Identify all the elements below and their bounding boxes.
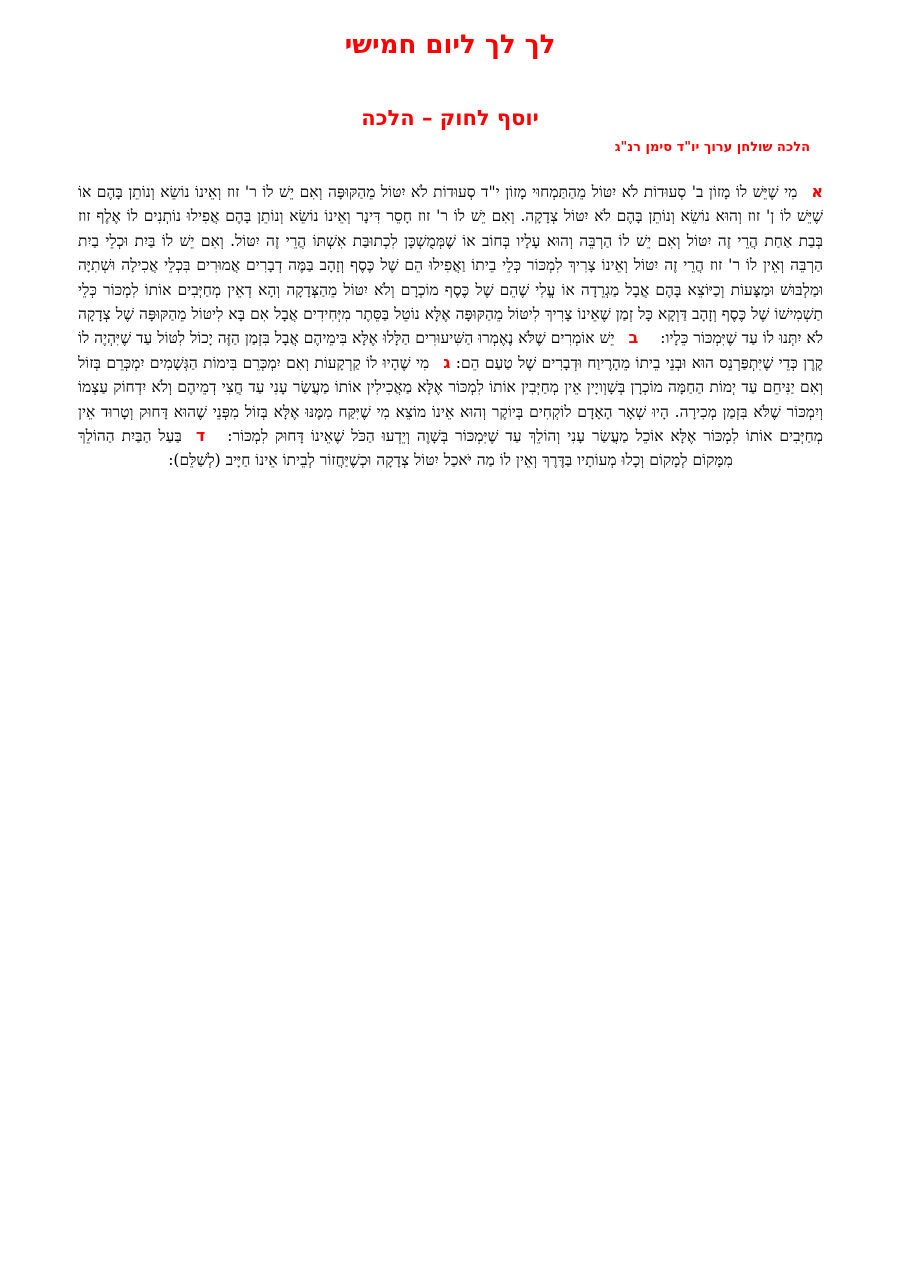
halacha-body-text [78, 180, 823, 473]
seif-letter-3: ג [443, 352, 451, 372]
source-reference: הלכה שולחן ערוך יו"ד סימן רנ"ג [614, 140, 810, 155]
seif-letter-2: ב [628, 328, 639, 348]
page-title: לך לך ליום חמישי [344, 30, 556, 60]
seif-text-2: יֵשׁ אוֹמְרִים שֶׁלֹּא נֶאֶמְרוּ הַשִּׁיעוּרִים הַלָּלוּ אֶלָּא בִּימֵיהֶם אֲבָל בִּזְמַן הַזֶּה יָכוֹל לִטּוֹל עַד שֶׁיִּהְיֶה לוֹ קֶרֶן כְּדֵי שֶׁיִּתְפַּרְנֵס הוּא וּבְנֵי בֵיתוֹ מֵהָרֶיוַח וּדְבָרִים שֶׁל טַעַם הֵם: [78, 329, 823, 372]
page-subtitle: יוסף לחוק – הלכה [361, 106, 539, 130]
seif-text-3: מִי שֶׁהָיוּ לוֹ קַרְקָעוֹת וְאִם יִמְכְּרֵם בִּימוֹת הַגְּשָׁמִים יִמְכְּרֵם בְּזוֹל וְאִם יַנִּיחֵם עַד יְמוֹת הַחַמָּה מוֹכְרָן בְּשָׁוְויָין אֵין מְחַיְּבִין אוֹתוֹ לִמְכּוֹר אֶלָּא מַאֲכִילִין אוֹתוֹ מַעֲשַׂר עָנִי עַד חֲצִי דְמֵיהֶם וְלֹא יִדְחוֹק עַצְמוֹ וְיִמְכּוֹר שֶׁלֹּא בִּזְמַן מְכִירָה. הָיוּ שְׁאָר הָאָדָם לוֹקְחִים בְּיוֹקֶר וְהוּא אֵינוֹ מוֹצֵא מִי שֶׁיִּקַּח מִמֶּנּוּ אֶלָּא בְּזוֹל מִפְּנֵי שֶׁהוּא דָּחוּק וְטָרוּד אֵין מְחַיְּבִים אוֹתוֹ לִמְכּוֹר אֶלָּא אוֹכֵל מַעֲשַׂר עָנִי וְהוֹלֵךְ עַד שֶׁיִּמְכּוֹר בְּשָׁוֶה וְיֵדְעוּ הַכֹּל שֶׁאֵינוֹ דָּחוּק לִמְכּוֹר: [78, 353, 823, 446]
seif-letter-4: ד [195, 426, 206, 446]
seif-text-1: מִי שֶׁיֵּשׁ לוֹ מָזוֹן ב' סְעוּדוֹת לֹא יִטּוֹל מֵהַתַּמְחוּי מָזוֹן י"ד סְעוּדוֹת לֹא יִטּוֹל מֵהַקּוּפָּה וְאִם יֵשׁ לוֹ ר' זוז וְאֵינוֹ נוֹשֵׂא וְנוֹתֵן בָּהֶם אוֹ שֶׁיֵּשׁ לוֹ ן' זוז וְהוּא נוֹשֵׂא וְנוֹתֵן בָּהֶם לֹא יִטּוֹל צְדָקָה. וְאִם יֵשׁ לוֹ ר' זוז חָסֵר דִּינָר וְאֵינוֹ נוֹשֵׂא וְנוֹתֵן בָּהֶם אֲפִילוּ נוֹתְנִים לוֹ אֶלֶף זוז בְּבַת אַחַת הֲרֵי זֶה יִטּוֹל וְאִם יֵשׁ לוֹ הַרְבֵּה וְהוּא עָלָיו בְּחוֹב אוֹ שֶׁמְּמֻשְׁכָּן לִכְתוּבַּת אִשְׁתּוֹ הֲרֵי זֶה יִטּוֹל. וְאִם יֵשׁ לוֹ בַּיִת וּכְלֵי בַיִת הַרְבֵּה וְאֵין לוֹ ר' זוז הֲרֵי זֶה יִטּוֹל וְאֵינוֹ צָרִיךְ לִמְכּוֹר כְּלֵי בֵיתוֹ וַאֲפִילוּ הֵם שֶׁל כֶּסֶף וְזָהָב בַּמֶּה דְבָרִים אֲמוּרִים בִּכְלֵי אֲכִילָה וּשְׁתִיָּה וּמַלְבּוּשׁ וּמַצָּעוֹת וְכַיּוֹצֵא בָּהֶם אֲבָל מַגְרֵדָה אוֹ עֱלִי שֶׁהֵם שֶׁל כֶּסֶף מוֹכְרָם וְלֹא יִטּוֹל מֵהַצְּדָקָה וְהָא דְאֵין מְחַיְּבִים אוֹתוֹ לִמְכּוֹר כְּלֵי תַשְׁמִישׁוֹ שֶׁל כֶּסֶף וְזָהָב דַּוְקָא כָּל זְמַן שֶׁאֵינוֹ צָרִיךְ לִיטּוֹל מֵהַקּוּפָּה אֶלָּא נוֹטֵל בַּסֵּתֶר מִיְּחִידִים אֲבָל אִם בָּא לִיטּוֹל מֵהַקּוּפָּה שֶׁל צְדָקָה לֹא יִתְּנוּ לוֹ עַד שֶׁיִּמְכּוֹר כֵּלָיו: [78, 183, 823, 348]
seif-letter-1: א [811, 182, 823, 201]
seif-text-4: בַּעַל הַבַּיִת הַהוֹלֵךְ מִמָּקוֹם לְמָקוֹם וְכָלוּ מְעוֹתָיו בַּדֶּרֶךְ וְאֵין לוֹ מַה יֹּאכַל יִטּוֹל צְדָקָה וּכְשֶׁיַּחֲזוֹר לְבֵיתוֹ אֵינוֹ חַיָּיב (לְשַׁלֵּם): [78, 427, 733, 470]
